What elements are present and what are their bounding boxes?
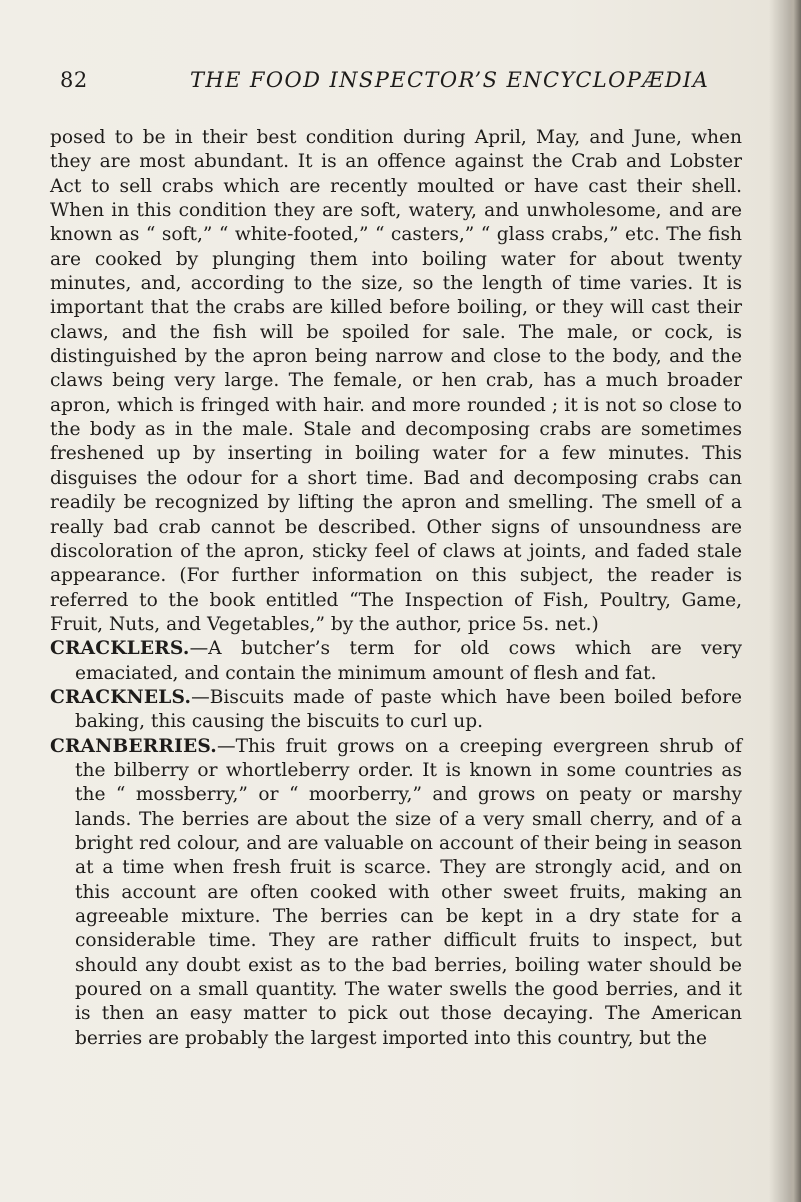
entry-headword: CRANBERRIES. [50,735,217,757]
entry-cranberries [50,735,742,1051]
entry-cracknels [50,686,742,735]
page-header [60,68,740,98]
page-edge-shadow [787,0,801,1202]
entry-text: —This fruit grows on a creeping evergreen shrub of the bilberry or whortleberry order. It is known in some countries as the “ mossberry,” or “ moorberry,” and grows on peaty or marshy lands. The berries are about the size of a very small cherry, and of a bright red colour, and are valuable on account of their being in season at a time when fresh fruit is scarce. They are strongly acid, and on this account are often cooked with other sweet fruits, making an agreeable mixture. The berries can be kept in a dry state for a considerable time. They are rather difficult fruits to inspect, but should any doubt exist as to the bad berries, boiling water should be poured on a small quantity. The water swells the good berries, and it is then an easy matter to pick out those decaying. The American berries are probably the largest imported into this country, but the [75,735,742,1049]
page-body [50,126,742,1051]
entry-headword: CRACKNELS. [50,686,192,708]
entry-headword: CRACKLERS. [50,638,190,660]
intro-paragraph: posed to be in their best condition during April, May, and June, when they are most abundant. It is an offence against the Crab and Lobster Act to sell crabs which are recently moulted or have cast their shell. When in this condition they are soft, watery, and unwholesome, and are known as “ soft,” “ white-footed,” “ casters,” “ glass crabs,” etc. The fish are cooked by plunging them into boiling water for about twenty minutes, and, according to the size, so the length of time varies. It is important that the crabs are killed before boiling, or they will cast their claws, and the fish will be spoiled for sale. The male, or cock, is distinguished by the apron being narrow and close to the body, and the claws being very large. The female, or hen crab, has a much broader apron, which is fringed with hair. and more rounded ; it is not so close to the body as in the male. Stale and decomposing crabs are sometimes freshened up by inserting in boiling water for a few minutes. This disguises the odour for a short time. Bad and decomposing crabs can readily be recognized by lifting the apron and smelling. The smell of a really bad crab cannot be described. Other signs of unsoundness are discoloration of the apron, sticky feel of claws at joints, and faded stale appearance. (For further information on this subject, the reader is referred to the book entitled “The Inspection of Fish, Poultry, Game, Fruit, Nuts, and Vegetables,” by the author, price 5s. net.) [50,127,742,635]
entry-text: —A butcher’s term for old cows which are very emaciated, and contain the minimum amount of flesh and fat. [75,638,742,684]
entry-text: —Biscuits made of paste which have been boiled before baking, this causing the biscuits to curl up. [75,686,742,733]
entry-cracklers [50,637,742,686]
page-number: 82 [60,68,88,92]
running-title: THE FOOD INSPECTOR’S ENCYCLOPÆDIA [190,68,710,92]
